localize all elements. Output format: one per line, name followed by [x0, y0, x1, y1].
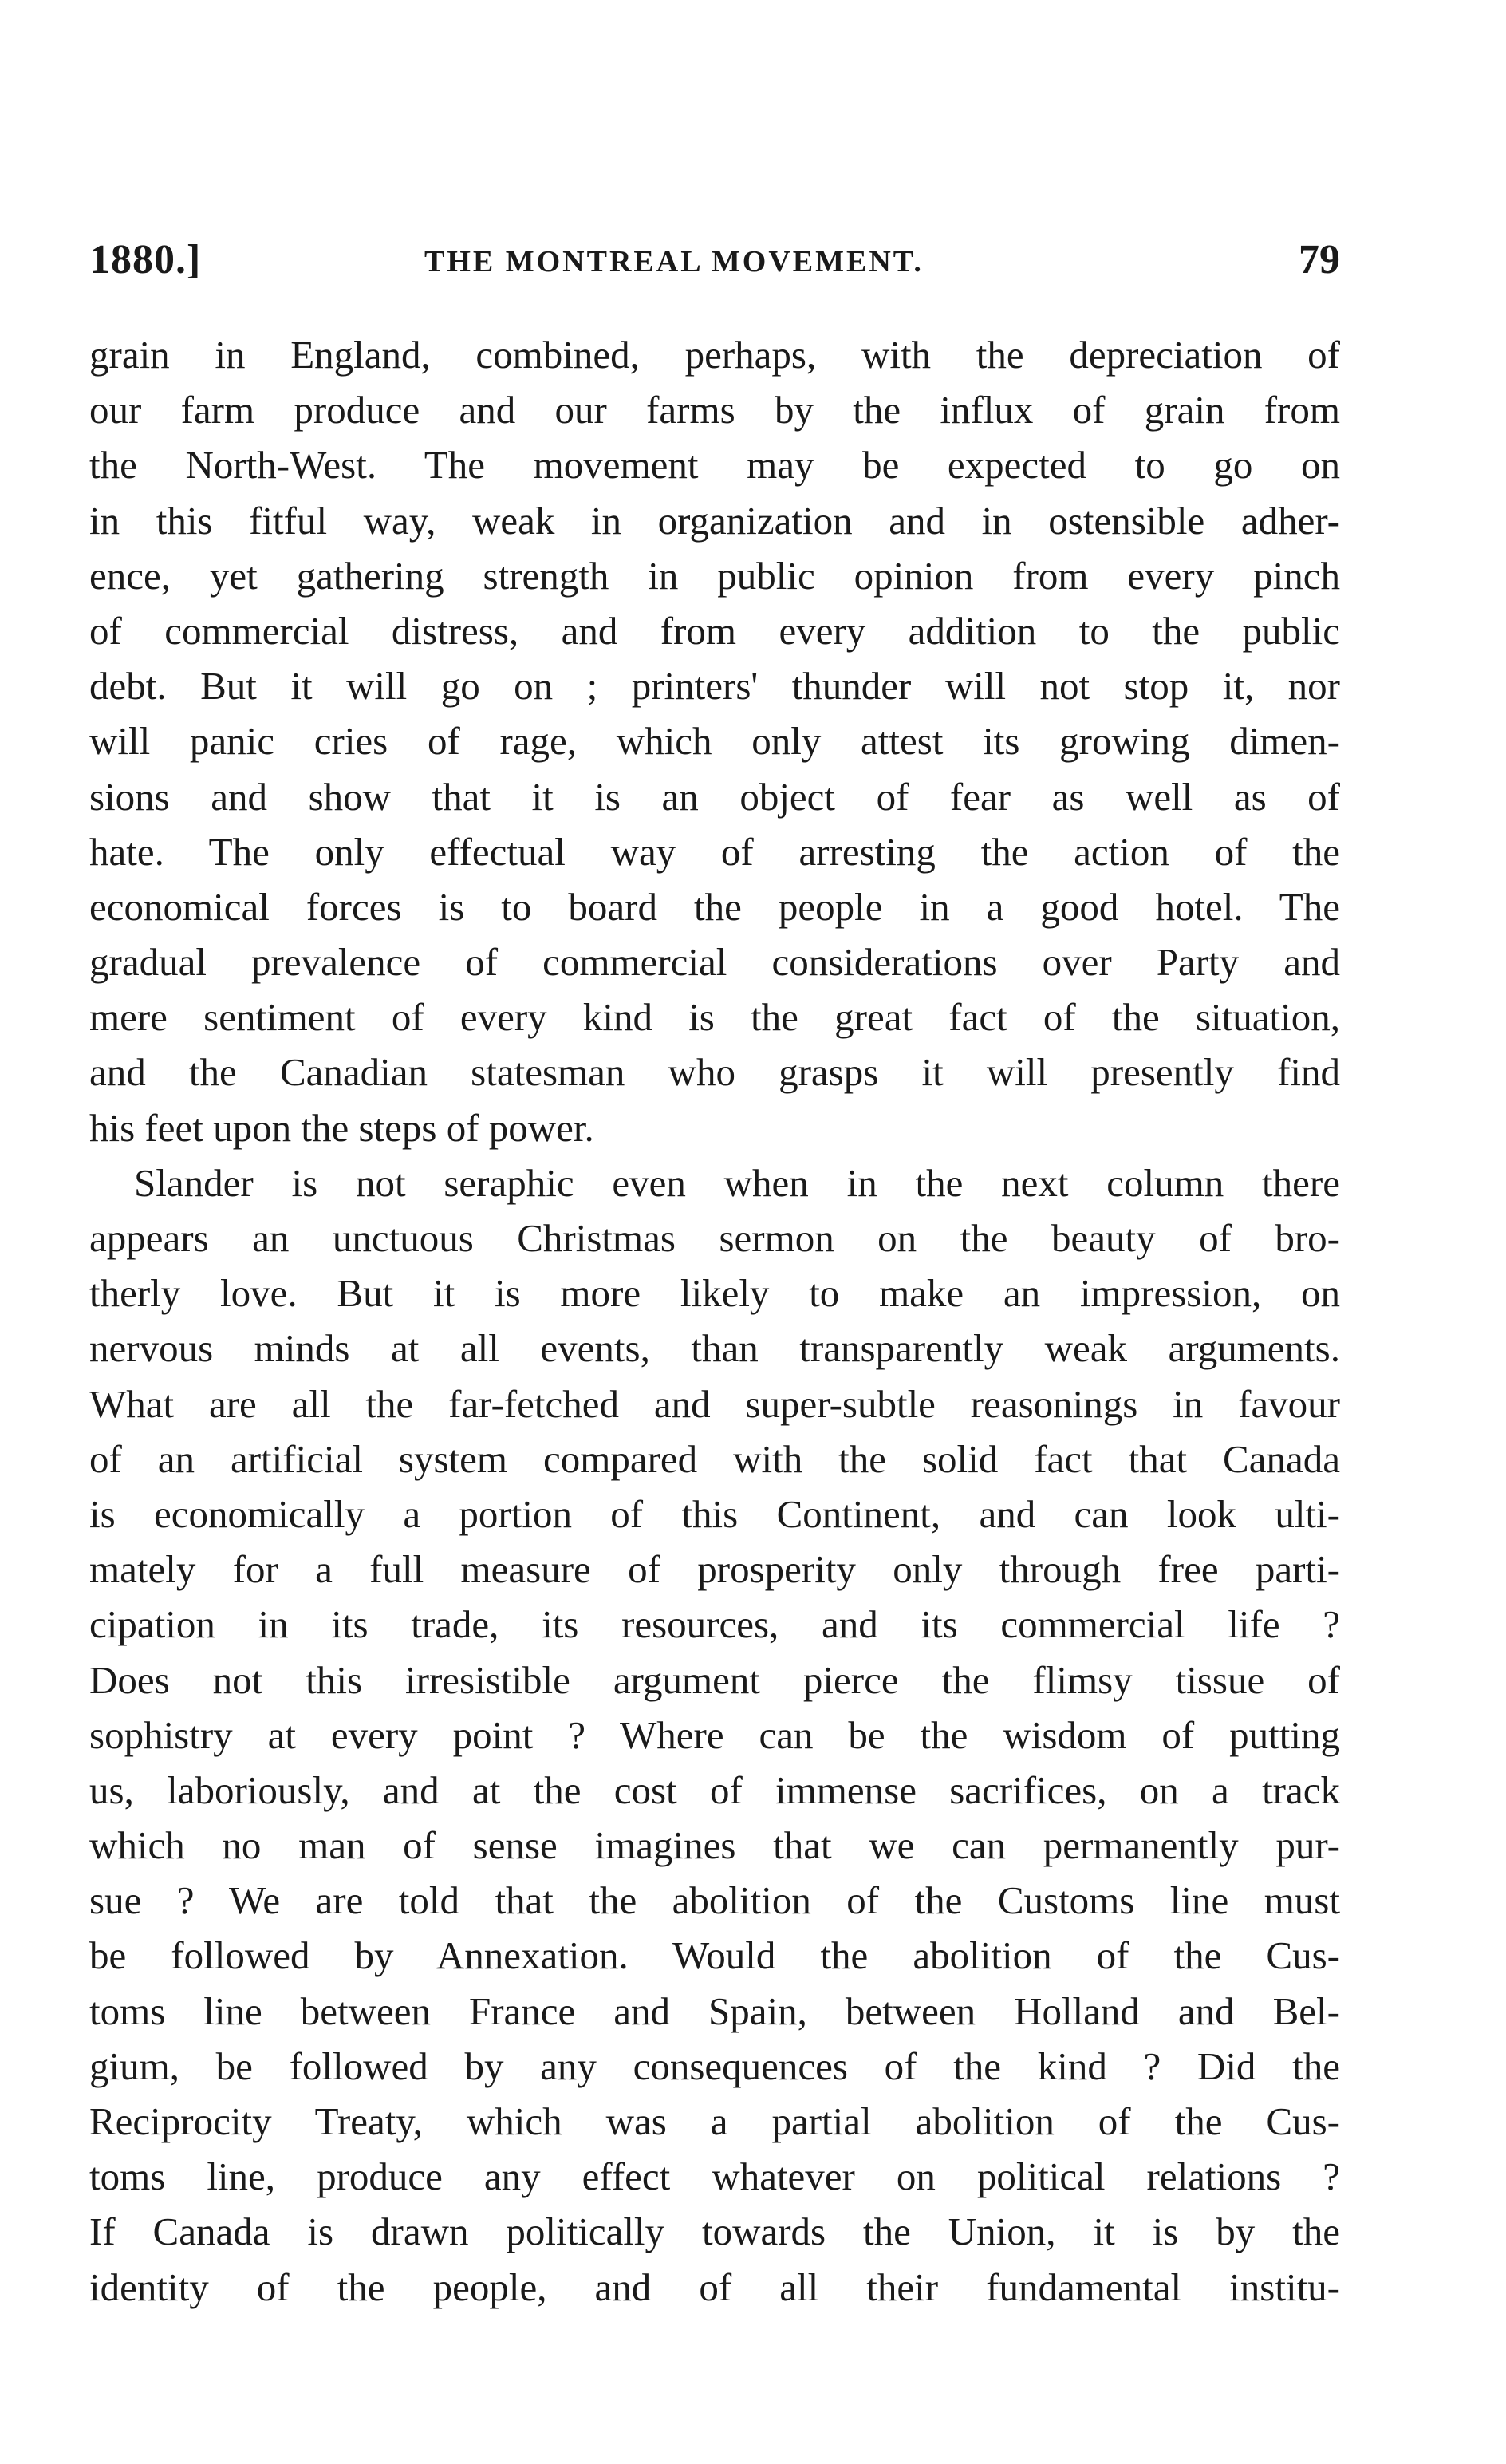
- text-line: is economically a portion of this Continent, and can look ulti-: [89, 1491, 1340, 1536]
- text-line: If Canada is drawn politically towards the Union, it is by the: [89, 2209, 1340, 2254]
- text-line: mately for a full measure of prosperity only through free parti-: [89, 1547, 1340, 1592]
- text-line: identity of the people, and of all their fundamental institu-: [89, 2265, 1340, 2309]
- text-line: mere sentiment of every kind is the great fact of the situation,: [89, 995, 1340, 1040]
- page-header: [89, 236, 1340, 300]
- text-line: sophistry at every point ? Where can be the wisdom of putting: [89, 1712, 1340, 1757]
- text-line: which no man of sense imagines that we can permanently pur-: [89, 1823, 1340, 1868]
- text-line: Slander is not seraphic even when in the next column there: [134, 1160, 1340, 1205]
- text-line: us, laboriously, and at the cost of immense sacrifices, on a track: [89, 1767, 1340, 1812]
- paragraph: [89, 327, 1340, 1155]
- text-line: his feet upon the steps of power.: [89, 1105, 594, 1150]
- text-line: ence, yet gathering strength in public opinion from every pinch: [89, 553, 1340, 598]
- paragraph: [89, 1155, 1340, 2315]
- text-line: gradual prevalence of commercial considerations over Party and: [89, 940, 1340, 985]
- text-line: hate. The only effectual way of arresting the action of the: [89, 829, 1340, 874]
- text-line: debt. But it will go on ; printers' thunder will not stop it, nor: [89, 664, 1340, 709]
- text-line: in this fitful way, weak in organization and in ostensible adher-: [89, 498, 1340, 543]
- text-line: Reciprocity Treaty, which was a partial abolition of the Cus-: [89, 2099, 1340, 2143]
- text-line: sue ? We are told that the abolition of the Customs line must: [89, 1878, 1340, 1923]
- text-line: cipation in its trade, its resources, and its commercial life ?: [89, 1602, 1340, 1647]
- text-line: sions and show that it is an object of fear as well as of: [89, 774, 1340, 819]
- text-line: be followed by Annexation. Would the abolition of the Cus-: [89, 1933, 1340, 1978]
- header-year: 1880.]: [89, 237, 202, 282]
- text-line: gium, be followed by any consequences of the kind ? Did the: [89, 2043, 1340, 2088]
- text-line: economical forces is to board the people in a good hotel. The: [89, 884, 1340, 929]
- text-line: will panic cries of rage, which only attest its growing dimen-: [89, 719, 1340, 764]
- text-line: our farm produce and our farms by the influx of grain from: [89, 388, 1340, 432]
- text-line: of commercial distress, and from every addition to the public: [89, 608, 1340, 653]
- text-line: and the Canadian statesman who grasps it will presently find: [89, 1050, 1340, 1095]
- text-line: of an artificial system compared with the solid fact that Canada: [89, 1436, 1340, 1481]
- text-line: nervous minds at all events, than transparently weak arguments.: [89, 1326, 1340, 1371]
- text-line: Does not this irresistible argument pierce the flimsy tissue of: [89, 1657, 1340, 1702]
- text-line: toms line between France and Spain, between Holland and Bel-: [89, 1988, 1340, 2033]
- running-title: THE MONTREAL MOVEMENT.: [424, 245, 924, 278]
- text-line: therly love. But it is more likely to make an impression, on: [89, 1271, 1340, 1316]
- text-line: grain in England, combined, perhaps, with the depreciation of: [89, 333, 1340, 377]
- text-line: What are all the far-fetched and super-subtle reasonings in favour: [89, 1381, 1340, 1426]
- text-line: appears an unctuous Christmas sermon on the beauty of bro-: [89, 1216, 1340, 1260]
- page-number: 79: [1299, 237, 1340, 282]
- body-text: [89, 327, 1340, 2315]
- text-line: the North-West. The movement may be expected to go on: [89, 443, 1340, 488]
- text-line: toms line, produce any effect whatever on political relations ?: [89, 2154, 1340, 2199]
